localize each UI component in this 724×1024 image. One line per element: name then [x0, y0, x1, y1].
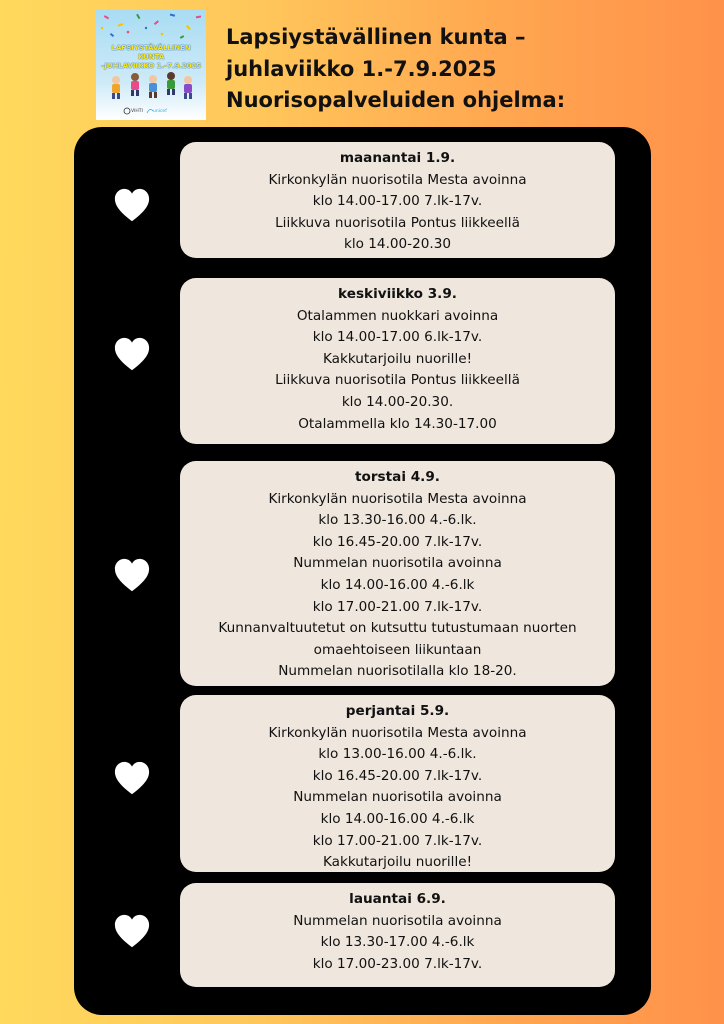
event-line: Nummelan nuorisotila avoinna: [293, 789, 502, 806]
event-line: Kirkonkylän nuorisotila Mesta avoinna: [268, 490, 527, 507]
logo-title-line-1: LAPSIYSTÄVÄLLINEN KUNTA: [111, 43, 191, 61]
page-title-line-2: juhlaviikko 1.-7.9.2025: [226, 56, 497, 81]
heart-icon: [113, 187, 151, 225]
day-card-thursday: [180, 461, 615, 686]
day-card-monday: [180, 142, 615, 258]
event-line: klo 13.30-16.00 4.-6.lk.: [318, 512, 477, 529]
event-line: Nummelan nuorisotila avoinna: [293, 912, 502, 929]
day-title: maanantai 1.9.: [339, 150, 456, 166]
event-line: Kirkonkylän nuorisotila Mesta avoinna: [268, 724, 527, 741]
heart-icon: [113, 336, 151, 374]
event-line: klo 17.00-23.00 7.lk-17v.: [312, 955, 483, 972]
event-line: klo 14.00-17.00 6.lk-17v.: [312, 329, 483, 346]
heart-icon: [113, 913, 151, 951]
day-card-wednesday: [180, 278, 615, 444]
logo-brand-right: unicef: [153, 109, 167, 114]
event-line: Otalammen nuokkari avoinna: [296, 307, 499, 324]
event-line: Nummelan nuorisotilalla klo 18-20.: [278, 663, 517, 680]
day-title: lauantai 6.9.: [349, 891, 446, 907]
heart-icon: [113, 760, 151, 798]
event-line: Liikkuva nuorisotila Pontus liikkeellä: [275, 214, 520, 231]
day-title: keskiviikko 3.9.: [338, 286, 457, 302]
event-line: Kakkutarjoilu nuorille!: [322, 854, 473, 871]
day-card-saturday: [180, 883, 615, 987]
event-line: klo 17.00-21.00 7.lk-17v.: [312, 832, 483, 849]
event-line: klo 14.00-20.30: [343, 236, 452, 253]
event-line: Otalammella klo 14.30-17.00: [298, 415, 497, 432]
event-line: klo 14.00-17.00 7.lk-17v.: [312, 193, 483, 210]
page-title: [226, 22, 565, 117]
logo-title: [98, 43, 204, 70]
event-line: omaehtoiseen liikuntaan: [313, 641, 482, 658]
event-line: Liikkuva nuorisotila Pontus liikkeellä: [275, 372, 520, 389]
heart-icon: [113, 557, 151, 595]
event-line: klo 14.00-20.30.: [341, 393, 454, 410]
event-line: Nummelan nuorisotila avoinna: [293, 555, 502, 572]
page-title-line-1: Lapsiystävällinen kunta –: [226, 25, 526, 49]
event-line: Kirkonkylän nuorisotila Mesta avoinna: [268, 171, 527, 188]
event-line: klo 17.00-21.00 7.lk-17v.: [312, 598, 483, 615]
logo-brand-left: VIHTI: [131, 109, 143, 114]
event-line: klo 16.45-20.00 7.lk-17v.: [312, 533, 483, 550]
event-line: klo 13.00-16.00 4.-6.lk.: [318, 746, 477, 763]
event-line: Kunnanvaltuutetut on kutsuttu tutustumaan nuorten: [218, 620, 577, 637]
logo-title-line-2: –JUHLAVIIKKO 1.–7.9.2025: [100, 61, 202, 70]
page-title-line-3: Nuorisopalveluiden ohjelma:: [226, 88, 566, 112]
event-line: klo 16.45-20.00 7.lk-17v.: [312, 767, 483, 784]
event-logo: [96, 10, 206, 120]
event-line: klo 13.30-17.00 4.-6.lk: [320, 934, 475, 951]
day-title: perjantai 5.9.: [345, 703, 450, 719]
event-line: klo 14.00-16.00 4.-6.lk: [320, 810, 475, 827]
day-title: torstai 4.9.: [355, 469, 440, 485]
event-line: Kakkutarjoilu nuorille!: [322, 350, 473, 367]
day-card-friday: [180, 695, 615, 872]
event-line: klo 14.00-16.00 4.-6.lk: [320, 576, 475, 593]
